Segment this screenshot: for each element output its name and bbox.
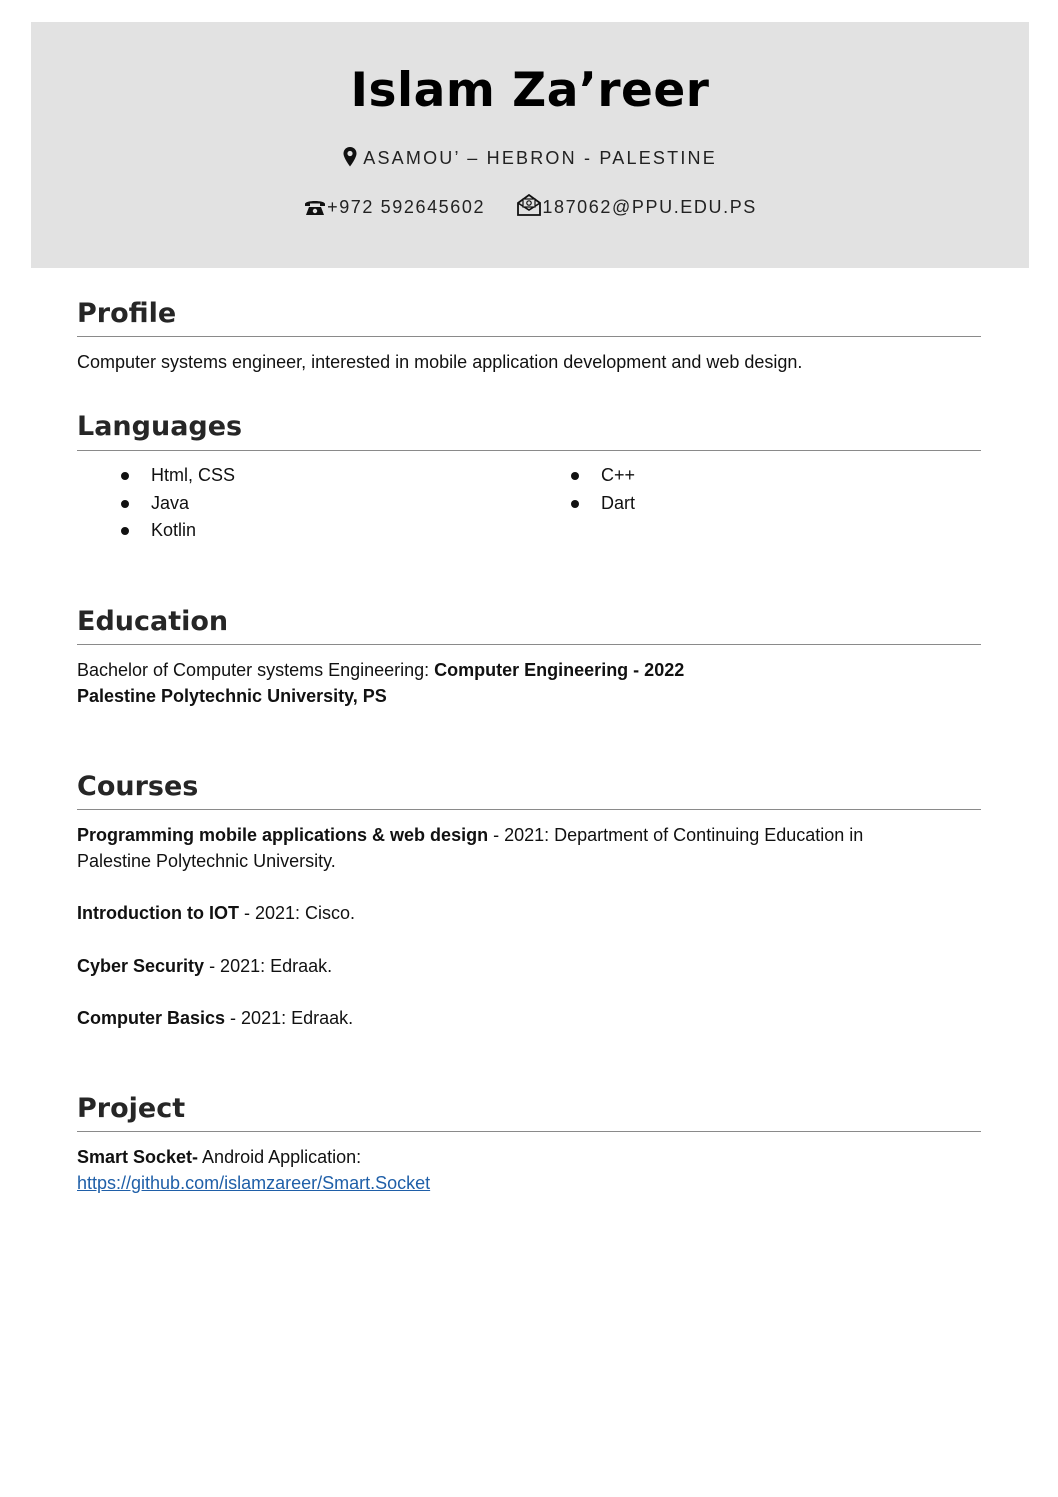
telephone-icon	[303, 198, 327, 222]
course-detail: - 2021: Department of Continuing Education in	[488, 825, 864, 845]
project-link[interactable]: https://github.com/islamzareer/Smart.Socket	[77, 1173, 431, 1193]
section-divider	[77, 450, 981, 451]
project-name: Smart Socket-	[77, 1147, 199, 1167]
list-item: C++	[567, 462, 635, 490]
course-item	[77, 1005, 353, 1031]
section-title-courses: Courses	[77, 771, 199, 802]
envelope-icon	[516, 194, 542, 222]
school-text: Palestine Polytechnic University, PS	[77, 686, 387, 706]
course-item	[77, 900, 355, 926]
list-item: Html, CSS	[117, 462, 235, 490]
course-item	[77, 953, 332, 979]
list-item: Kotlin	[117, 517, 235, 545]
education-entry	[77, 657, 684, 709]
project-desc: Android Application:	[198, 1147, 362, 1167]
course-detail: - 2021: Edraak.	[204, 956, 333, 976]
list-item: Dart	[567, 490, 635, 518]
contact-line	[31, 194, 1029, 222]
profile-summary: Computer systems engineer, interested in mobile application development and web design.	[77, 352, 803, 372]
map-pin-icon	[343, 147, 357, 173]
languages-list-right	[567, 462, 635, 517]
section-divider	[77, 336, 981, 337]
languages-list-left	[117, 462, 235, 545]
course-name: Computer Basics	[77, 1008, 226, 1028]
location-text: ASAMOU’ – HEBRON - PALESTINE	[363, 148, 717, 168]
section-divider	[77, 1131, 981, 1132]
section-title-project: Project	[77, 1093, 186, 1124]
resume-header	[31, 22, 1029, 268]
list-item: Java	[117, 490, 235, 518]
course-name: Programming mobile applications & web design	[77, 825, 489, 845]
email-text: 187062@PPU.EDU.PS	[542, 197, 757, 217]
course-item	[77, 822, 863, 874]
course-detail: - 2021: Cisco.	[238, 903, 356, 923]
section-title-profile: Profile	[77, 298, 177, 329]
section-divider	[77, 644, 981, 645]
course-detail-cont: Palestine Polytechnic University.	[77, 851, 336, 871]
course-name: Introduction to IOT	[77, 903, 239, 923]
section-title-education: Education	[77, 606, 229, 637]
section-divider	[77, 809, 981, 810]
course-detail: - 2021: Edraak.	[225, 1008, 354, 1028]
course-name: Cyber Security	[77, 956, 205, 976]
location-line	[31, 146, 1029, 173]
section-title-languages: Languages	[77, 411, 243, 442]
candidate-name: Islam Za’reer	[350, 63, 710, 118]
degree-text: Bachelor of Computer systems Engineering:	[77, 660, 435, 680]
major-text: Computer Engineering - 2022	[434, 660, 685, 680]
project-entry	[77, 1144, 430, 1196]
phone-text: +972 592645602	[327, 197, 486, 217]
